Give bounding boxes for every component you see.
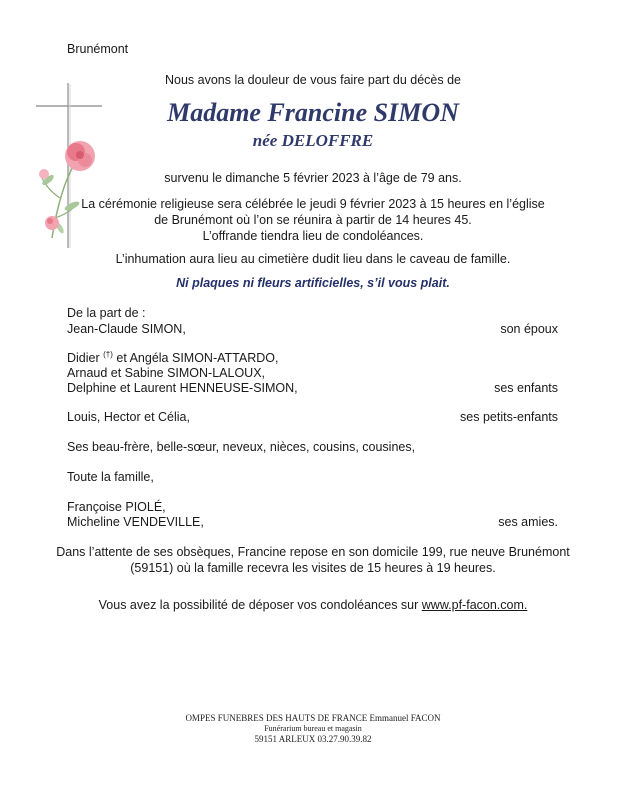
ceremony-line-2: de Brunémont où l’on se réunira à partir de 14 heures 45. <box>154 213 472 227</box>
child-1-first: Didier <box>67 351 104 366</box>
place-name: Brunémont <box>67 42 129 56</box>
children-role: ses enfants <box>494 381 558 395</box>
child-1-rest: et Angéla SIMON-ATTARDO, <box>112 351 279 366</box>
deceased-mark: (†) <box>103 350 113 359</box>
condolences-text: Vous avez la possibilité de déposer vos condoléances sur <box>98 598 422 612</box>
condolences-link[interactable]: www.pf-facon.com. <box>421 598 528 612</box>
extended-family: Ses beau-frère, belle-sœur, neveux, nièces, cousins, cousines, <box>67 440 416 454</box>
footer-address: 59151 ARLEUX 03.27.90.39.82 <box>254 734 372 744</box>
friend-2: Micheline VENDEVILLE, <box>67 515 204 529</box>
footer-company: OMPES FUNEBRES DES HAUTS DE FRANCE Emmanuel FACON <box>185 713 441 723</box>
grandchildren-role: ses petits-enfants <box>460 410 558 424</box>
condolences-line <box>0 598 626 612</box>
family-intro: De la part de : <box>67 306 146 320</box>
maiden-name: née DELOFFRE <box>252 131 374 150</box>
deceased-name: Madame Francine SIMON <box>167 98 459 127</box>
grandchildren: Louis, Hector et Célia, <box>67 410 190 424</box>
child-line-2: Arnaud et Sabine SIMON-LALOUX, <box>67 366 266 380</box>
rest-line-2: (59151) où la famille recevra les visites de 15 heures à 19 heures. <box>130 561 496 575</box>
child-line-3: Delphine et Laurent HENNEUSE-SIMON, <box>67 381 298 395</box>
friend-1: Françoise PIOLÉ, <box>67 500 166 514</box>
ceremony-line-3: L’offrande tiendra lieu de condoléances. <box>202 229 424 243</box>
intro-text: Nous avons la douleur de vous faire part du décès de <box>164 73 462 87</box>
death-date: survenu le dimanche 5 février 2023 à l’âge de 79 ans. <box>164 171 462 185</box>
ceremony-line-1: La cérémonie religieuse sera célébrée le jeudi 9 février 2023 à 15 heures en l’église <box>81 197 545 211</box>
child-line-1 <box>67 350 278 365</box>
all-family: Toute la famille, <box>67 470 154 484</box>
burial-info: L’inhumation aura lieu au cimetière dudit lieu dans le caveau de famille. <box>115 252 511 266</box>
friends-role: ses amies. <box>498 515 558 529</box>
rest-line-1: Dans l’attente de ses obsèques, Francine repose en son domicile 199, rue neuve Brunémont <box>56 545 570 559</box>
no-flowers-notice: Ni plaques ni fleurs artificielles, s’il vous plait. <box>176 276 450 290</box>
husband-role: son époux <box>500 322 558 336</box>
husband-name: Jean-Claude SIMON, <box>67 322 186 336</box>
footer-subtitle: Funérarium bureau et magasin <box>264 724 362 733</box>
